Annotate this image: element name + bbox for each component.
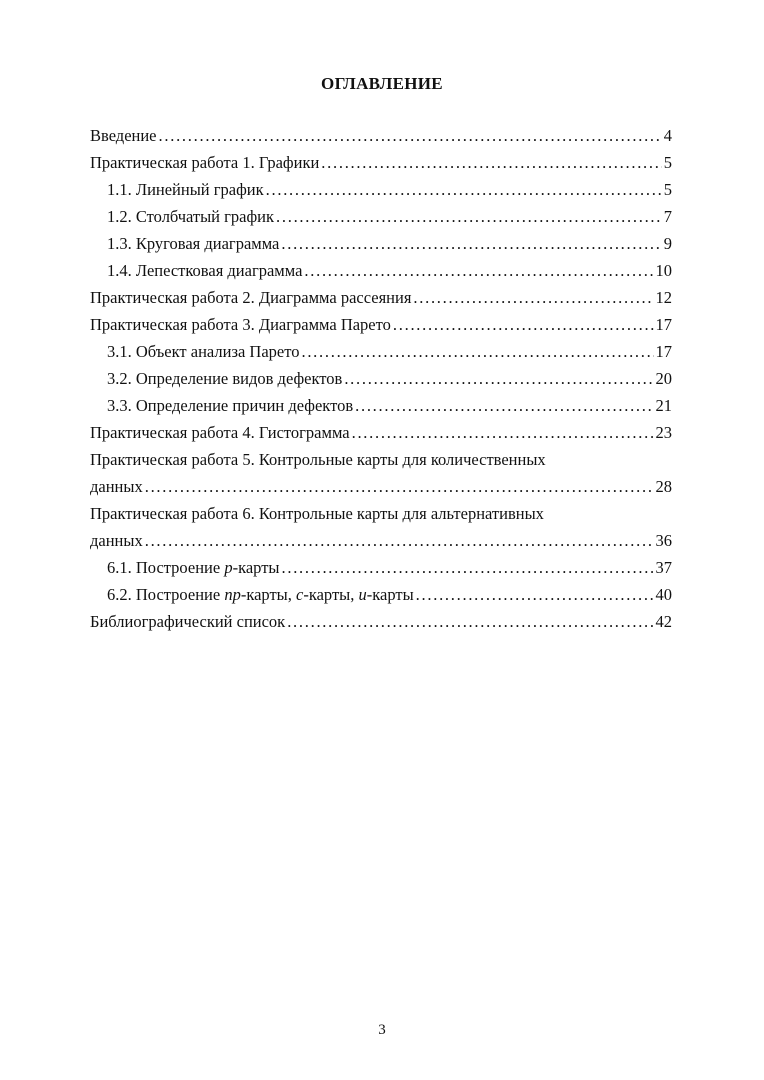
toc-entry-3-3[interactable] bbox=[90, 392, 672, 419]
dot-leader bbox=[301, 338, 653, 365]
toc-entry-label: Практическая работа 4. Гистограмма bbox=[90, 423, 350, 442]
toc-entry-page: 4 bbox=[663, 126, 672, 145]
toc-entry-6-2[interactable] bbox=[90, 581, 672, 608]
toc-entry-page: 10 bbox=[655, 261, 672, 280]
toc-entry-practical-3[interactable] bbox=[90, 311, 672, 338]
toc-entry-practical-2[interactable] bbox=[90, 284, 672, 311]
dot-leader bbox=[145, 473, 654, 500]
label-prefix: 6.1. Построение bbox=[107, 558, 225, 577]
toc-entry-label: 1.1. Линейный график bbox=[107, 180, 264, 199]
toc-entry-page: 28 bbox=[655, 477, 672, 496]
dot-leader bbox=[416, 581, 654, 608]
page-number: 3 bbox=[378, 1022, 386, 1038]
toc-entry-6-1[interactable] bbox=[90, 554, 672, 581]
toc-entry-label bbox=[107, 581, 414, 608]
toc-entry-page: 40 bbox=[655, 585, 672, 604]
dot-leader bbox=[145, 527, 654, 554]
toc-entry-page: 17 bbox=[655, 315, 672, 334]
toc-entry-page: 17 bbox=[655, 342, 672, 361]
dot-leader bbox=[304, 257, 653, 284]
toc-entry-label-line1: Практическая работа 5. Контрольные карты для количественных bbox=[90, 450, 546, 469]
toc-entry-practical-5[interactable] bbox=[90, 446, 672, 500]
toc-entry-label: Практическая работа 1. Графики bbox=[90, 153, 320, 172]
label-part: -карты, bbox=[240, 585, 296, 604]
label-part-italic: np bbox=[224, 585, 241, 604]
label-suffix: -карты bbox=[232, 558, 280, 577]
toc-entry-label: Введение bbox=[90, 126, 157, 145]
toc-entry-label: 3.2. Определение видов дефектов bbox=[107, 369, 343, 388]
toc-entry-page: 12 bbox=[655, 288, 672, 307]
toc-entry-label: 3.3. Определение причин дефектов bbox=[107, 396, 354, 415]
toc-entry-1-2[interactable] bbox=[90, 203, 672, 230]
toc-entry-practical-6[interactable] bbox=[90, 500, 672, 554]
label-part: 6.2. Построение bbox=[107, 585, 225, 604]
dot-leader bbox=[321, 149, 661, 176]
toc-entry-label: Практическая работа 3. Диаграмма Парето bbox=[90, 315, 391, 334]
label-part-italic: c bbox=[296, 585, 304, 604]
toc-entry-label-line1: Практическая работа 6. Контрольные карты для альтернативных bbox=[90, 504, 544, 523]
toc-entry-label: 1.4. Лепестковая диаграмма bbox=[107, 261, 303, 280]
toc-entry-bibliography[interactable] bbox=[90, 608, 672, 635]
toc-entry-label: 3.1. Объект анализа Парето bbox=[107, 342, 300, 361]
page-title: ОГЛАВЛЕНИЕ bbox=[321, 74, 443, 93]
dot-leader bbox=[413, 284, 653, 311]
table-of-contents bbox=[90, 122, 672, 635]
toc-entry-label: данных bbox=[90, 477, 143, 496]
toc-entry-page: 42 bbox=[655, 612, 672, 631]
toc-entry-page: 5 bbox=[663, 180, 672, 199]
toc-entry-page: 5 bbox=[663, 153, 672, 172]
toc-entry-page: 23 bbox=[655, 423, 672, 442]
dot-leader bbox=[266, 176, 662, 203]
dot-leader bbox=[344, 365, 653, 392]
dot-leader bbox=[276, 203, 662, 230]
dot-leader bbox=[159, 122, 662, 149]
toc-entry-1-4[interactable] bbox=[90, 257, 672, 284]
dot-leader bbox=[282, 554, 654, 581]
toc-entry-page: 7 bbox=[663, 207, 672, 226]
toc-entry-page: 20 bbox=[655, 369, 672, 388]
toc-entry-practical-4[interactable] bbox=[90, 419, 672, 446]
label-part: -карты, bbox=[303, 585, 359, 604]
label-italic: p bbox=[224, 558, 233, 577]
label-part-italic: u bbox=[358, 585, 367, 604]
dot-leader bbox=[352, 419, 654, 446]
toc-entry-label: Практическая работа 2. Диаграмма рассеяния bbox=[90, 288, 412, 307]
label-part: -карты bbox=[366, 585, 414, 604]
toc-entry-label bbox=[107, 554, 280, 581]
dot-leader bbox=[281, 230, 661, 257]
toc-entry-3-2[interactable] bbox=[90, 365, 672, 392]
toc-entry-label: Библиографический список bbox=[90, 612, 286, 631]
dot-leader bbox=[287, 608, 653, 635]
toc-entry-3-1[interactable] bbox=[90, 338, 672, 365]
toc-entry-page: 21 bbox=[655, 396, 672, 415]
toc-entry-page: 37 bbox=[655, 558, 672, 577]
toc-entry-page: 36 bbox=[655, 531, 672, 550]
toc-entry-practical-1[interactable] bbox=[90, 149, 672, 176]
toc-entry-label: 1.3. Круговая диаграмма bbox=[107, 234, 280, 253]
toc-entry-page: 9 bbox=[663, 234, 672, 253]
toc-entry-introduction[interactable] bbox=[90, 122, 672, 149]
dot-leader bbox=[393, 311, 654, 338]
toc-entry-1-1[interactable] bbox=[90, 176, 672, 203]
toc-entry-label: 1.2. Столбчатый график bbox=[107, 207, 275, 226]
toc-entry-1-3[interactable] bbox=[90, 230, 672, 257]
dot-leader bbox=[355, 392, 653, 419]
toc-entry-label: данных bbox=[90, 531, 143, 550]
